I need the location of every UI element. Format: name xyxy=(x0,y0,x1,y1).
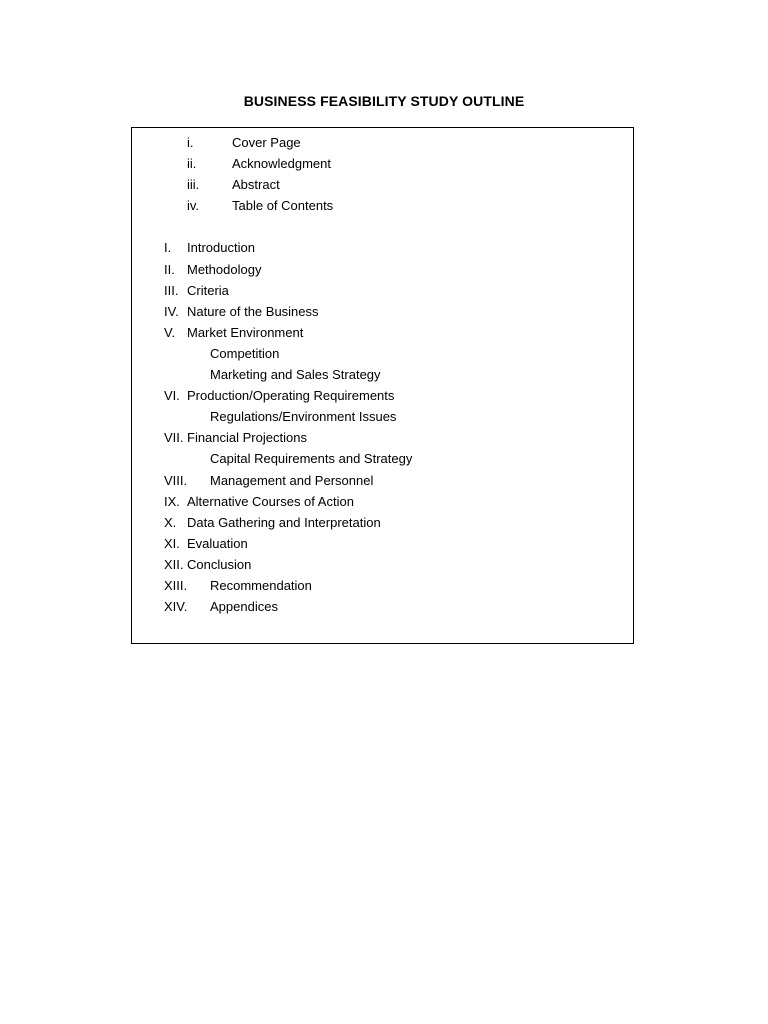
section-label: Criteria xyxy=(187,282,229,298)
section-item xyxy=(132,322,633,343)
spacer-row xyxy=(132,216,633,237)
section-label: Management and Personnel xyxy=(210,472,374,488)
section-item xyxy=(132,554,633,575)
item-numeral: iii. xyxy=(187,177,200,193)
subsection-label: Marketing and Sales Strategy xyxy=(210,367,381,383)
section-numeral: VI. xyxy=(164,388,180,404)
section-item xyxy=(132,385,633,406)
section-numeral: V. xyxy=(164,324,176,340)
section-numeral: I. xyxy=(164,240,172,256)
subsection-item xyxy=(132,364,633,385)
item-label: Cover Page xyxy=(232,135,301,150)
section-item xyxy=(132,491,633,512)
section-numeral: VIII. xyxy=(164,472,188,488)
section-numeral: XIV. xyxy=(164,599,188,615)
subsection-item xyxy=(132,448,633,469)
outline-list xyxy=(132,132,633,617)
section-item xyxy=(132,301,633,322)
subsection-item xyxy=(132,406,633,427)
section-item xyxy=(132,575,633,596)
section-label: Conclusion xyxy=(187,556,252,572)
item-numeral: iv. xyxy=(187,198,200,214)
section-label: Recommendation xyxy=(210,577,312,593)
section-numeral: II. xyxy=(164,261,175,277)
section-label: Methodology xyxy=(187,261,262,277)
section-label: Alternative Courses of Action xyxy=(187,493,354,509)
subsection-label: Regulations/Environment Issues xyxy=(210,409,397,425)
item-label: Abstract xyxy=(232,177,280,193)
subsection-label: Competition xyxy=(210,345,280,361)
section-item xyxy=(132,533,633,554)
section-label: Appendices xyxy=(210,599,278,615)
front-matter-item xyxy=(132,132,633,153)
front-matter-item xyxy=(132,153,633,174)
section-numeral: XII. xyxy=(164,556,184,572)
front-matter-item xyxy=(132,195,633,216)
section-item xyxy=(132,427,633,448)
page-title: BUSINESS FEASIBILITY STUDY OUTLINE xyxy=(243,93,525,109)
subsection-label: Capital Requirements and Strategy xyxy=(210,451,413,467)
section-label: Evaluation xyxy=(187,535,248,551)
item-label: Table of Contents xyxy=(232,198,334,214)
section-item xyxy=(132,470,633,491)
front-matter-item xyxy=(132,174,633,195)
section-numeral: XIII. xyxy=(164,577,188,593)
section-numeral: IV. xyxy=(164,303,179,319)
section-label: Nature of the Business xyxy=(187,303,319,319)
section-label: Financial Projections xyxy=(187,430,307,446)
outline-box xyxy=(131,127,634,644)
section-item xyxy=(132,280,633,301)
section-numeral: X. xyxy=(164,514,177,530)
item-numeral: i. xyxy=(187,135,194,150)
section-label: Production/Operating Requirements xyxy=(187,388,395,404)
item-label: Acknowledgment xyxy=(232,156,331,172)
section-label: Introduction xyxy=(187,240,255,256)
section-label: Market Environment xyxy=(187,324,304,340)
item-numeral: ii. xyxy=(187,156,197,172)
section-numeral: VII. xyxy=(164,430,184,446)
section-label: Data Gathering and Interpretation xyxy=(187,514,381,530)
subsection-item xyxy=(132,343,633,364)
section-item xyxy=(132,259,633,280)
section-numeral: XI. xyxy=(164,535,180,551)
section-numeral: III. xyxy=(164,282,179,298)
section-item xyxy=(132,596,633,617)
section-numeral: IX. xyxy=(164,493,180,509)
section-item xyxy=(132,237,633,258)
section-item xyxy=(132,512,633,533)
